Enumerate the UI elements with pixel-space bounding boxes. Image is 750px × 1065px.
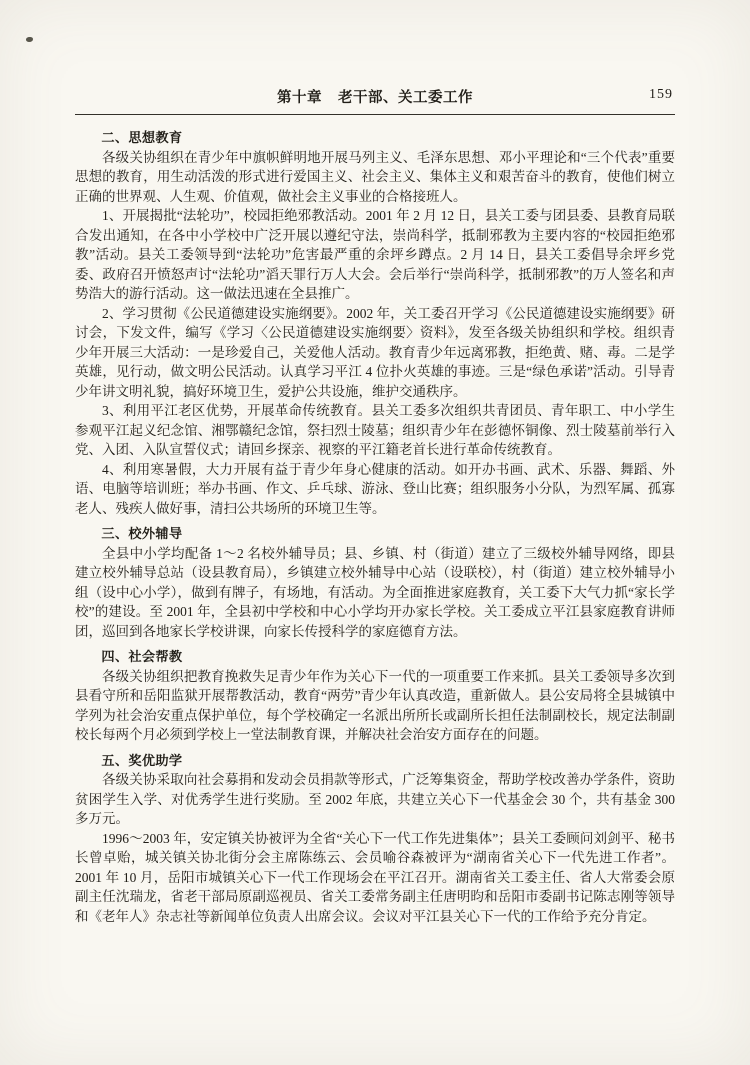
section-heading: 四、社会帮教: [101, 649, 183, 664]
paragraph: 2、学习贯彻《公民道德建设实施纲要》。2002 年，关工委召开学习《公民道德建设实施纲要》研讨会，下发文件，编写《学习〈公民道德建设实施纲要〉资料》，发至各级关协组织和学校。组织青少年开展三大活动：一是珍爱自己，关爱他人活动。教育青少年远离邪教，拒绝黄、赌、毒。二是学英雄，见行动，做文明公民活动。认真学习平江 4 位扑火英雄的事迹。三是“绿色承诺”活动。引导青少年讲文明礼貌，搞好环境卫生，爱护公共设施，维护交通秩序。: [75, 305, 675, 399]
chapter-title: 老干部、关工委工作: [338, 90, 473, 106]
paragraph: 1、开展揭批“法轮功”，校园拒绝邪教活动。2001 年 2 月 12 日，县关工委与团县委、县教育局联合发出通知，在各中小学校中广泛开展以遵纪守法，崇尚科学，抵制邪教为主要内容的“校园拒绝邪教”活动。县关工委领导到“法轮功”危害最严重的余坪乡蹲点。2 月 14 日，县关工委倡导余坪乡党委、政府召开愤怒声讨“法轮功”滔天罪行万人大会。会后举行“崇尚科学，抵制邪教”的万人签名和声势浩大的游行活动。这一做法迅速在全县推广。: [75, 208, 675, 301]
section-heading: 五、奖优助学: [101, 752, 183, 768]
header-rule: [75, 114, 675, 115]
section-off-campus-tutoring: [75, 524, 675, 641]
section-ideological-education: [75, 128, 675, 518]
section-social-assistance: [75, 647, 675, 745]
section-heading: 二、思想教育: [101, 130, 183, 145]
chapter-label: 第十章: [277, 90, 322, 106]
paragraph: 各级关协组织在青少年中旗帜鲜明地开展马列主义、毛泽东思想、邓小平理论和“三个代表”重要思想的教育，用生动活泼的形式进行爱国主义、社会主义、集体主义和艰苦奋斗的教育，使他们树立正确的世界观、人生观、价值观，做社会主义事业的合格接班人。: [75, 149, 675, 204]
paragraph: 各级关协采取向社会募捐和发动会员捐款等形式，广泛筹集资金，帮助学校改善办学条件，资助贫困学生入学、对优秀学生进行奖励。至 2002 年底，共建立关心下一代基金会 30 个，共有基金 300 多万元。: [75, 772, 675, 826]
page-header: [75, 86, 675, 106]
page-number: 159: [649, 87, 673, 102]
paragraph: 1996～2003 年，安定镇关协被评为全省“关心下一代工作先进集体”；县关工委顾问刘剑平、秘书长曾卓贻，城关镇关协北街分会主席陈练云、会员喻谷森被评为“湖南省关心下一代先进工作者”。2001 年 10 月，岳阳市城镇关心下一代工作现场会在平江召开。湖南省关工委主任、省人大常委会原副主任沈瑞龙，省老干部局原副巡视员、省关工委常务副主任唐明昀和岳阳市委副书记陈志刚等领导和《老年人》杂志社等新闻单位负责人出席会议。会议对平江县关心下一代的工作给予充分肯定。: [75, 830, 675, 924]
scan-artifact: [26, 37, 33, 42]
running-head: [75, 86, 675, 107]
paragraph: 3、利用平江老区优势，开展革命传统教育。县关工委多次组织共青团员、青年职工、中小学生参观平江起义纪念馆、湘鄂赣纪念馆，祭扫烈士陵墓；组织青少年在彭德怀铜像、烈士陵墓前举行入党、入团、入队宣誓仪式；请回乡探亲、视察的平江籍老首长进行革命传统教育。: [75, 403, 675, 457]
section-scholarship-aid: [75, 751, 675, 927]
page-body: [75, 128, 675, 926]
section-heading: 三、校外辅导: [101, 526, 183, 541]
paragraph: 全县中小学均配备 1～2 名校外辅导员；县、乡镇、村（街道）建立了三级校外辅导网络，即县建立校外辅导总站（设县教育局），乡镇建立校外辅导中心站（设联校），村（街道）建立校外辅导小组（设中心小学），做到有牌子，有场地，有活动。为全面推进家庭教育，关工委下大气力抓“家长学校”的建设。至 2001 年，全县初中学校和中心小学均开办家长学校。关工委成立平江县家庭教育讲师团，巡回到各地家长学校讲课，向家长传授科学的家庭德育方法。: [75, 545, 675, 639]
paragraph: 各级关协组织把教育挽救失足青少年作为关心下一代的一项重要工作来抓。县关工委领导多次到县看守所和岳阳监狱开展帮教活动，教育“两劳”青少年认真改造，重新做人。县公安局将全县城镇中学列为社会治安重点保护单位，每个学校确定一名派出所所长或副所长担任法制副校长，规定法制副校长每两个月必须到学校上一堂法制教育课，并解决社会治安方面存在的问题。: [75, 668, 675, 742]
paragraph: 4、利用寒暑假，大力开展有益于青少年身心健康的活动。如开办书画、武术、乐器、舞蹈、外语、电脑等培训班；举办书画、作文、乒乓球、游泳、登山比赛；组织服务小分队，为烈军属、孤寡老人、残疾人做好事，清扫公共场所的环境卫生等。: [75, 461, 675, 516]
